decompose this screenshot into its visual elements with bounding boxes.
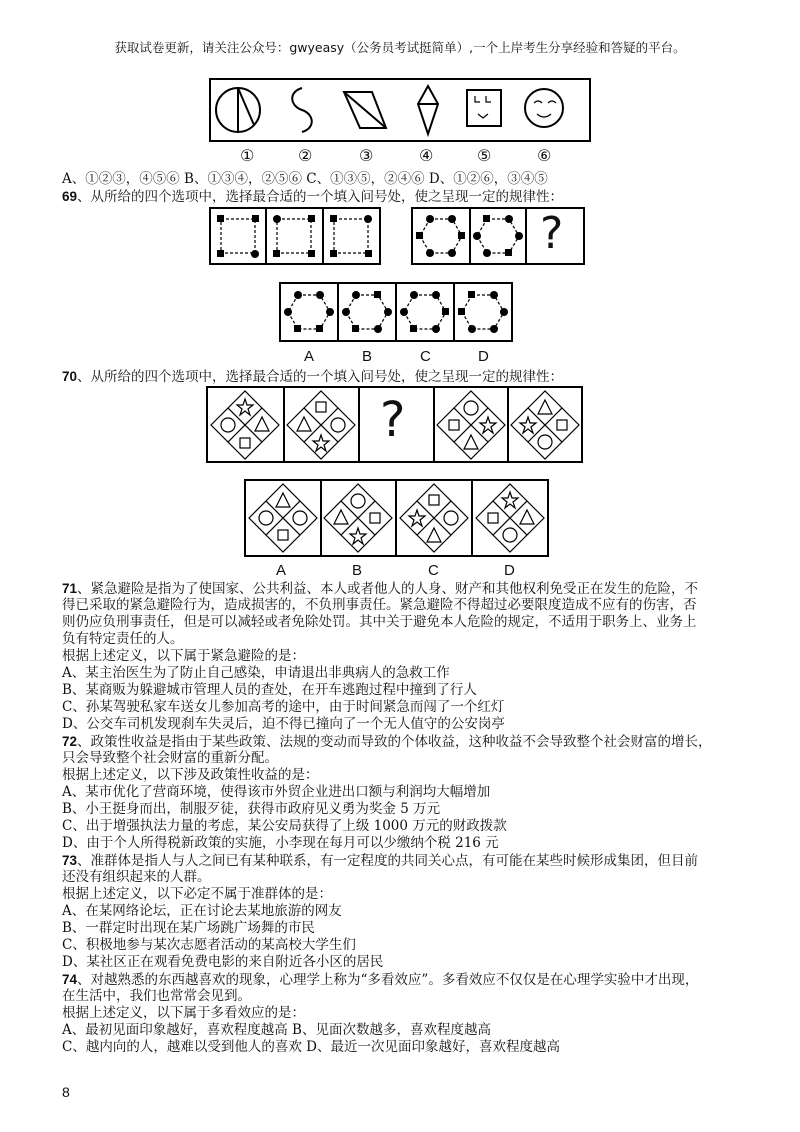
q74-prompt: 根据上述定义，以下属于多看效应的是：	[62, 1005, 305, 1021]
q73-option-c[interactable]: C、积极地参与某次志愿者活动的某高校大学生们	[62, 937, 356, 953]
q70-option-a-figure	[249, 484, 317, 552]
q69-option-a[interactable]: A	[304, 348, 315, 365]
q73-line-2: 还没有组织起来的人群。	[62, 869, 211, 885]
q69-stem-text: 、从所给的四个选项中，选择最合适的一个填入问号处，使之呈现一定的规律性：	[77, 189, 564, 205]
q69-option-b[interactable]: B	[362, 348, 373, 365]
q70-diamond-figure-2	[287, 391, 355, 459]
q72-text-1: 、政策性收益是指由于某些政策、法规的变动而导致的个体收益，这种收益不会导致整个社会财富的增长，	[77, 734, 712, 750]
q73-line-1	[62, 852, 698, 870]
q70-option-d-figure	[476, 484, 544, 552]
q68-label-2: ②	[298, 146, 313, 165]
q69-option-d-figure	[458, 291, 508, 333]
q69-option-a-figure	[284, 291, 334, 332]
q72-prompt: 根据上述定义，以下涉及政策性收益的是：	[62, 767, 319, 783]
q72-option-c[interactable]: C、出于增强执法力量的考虑，某公安局获得了上级 1000 万元的财政拨款	[62, 818, 507, 834]
q69-option-c[interactable]: C	[420, 348, 431, 365]
q69-question-mark: ?	[540, 208, 564, 259]
q74-line-1	[62, 971, 698, 989]
q70-option-figures	[0, 0, 800, 100]
q70-option-b-figure	[324, 484, 392, 552]
q71-line-1	[62, 580, 698, 598]
q72-number: 72	[62, 734, 78, 749]
q70-question-mark: ?	[380, 392, 406, 448]
q70-option-a[interactable]: A	[276, 562, 287, 579]
q69-square-figure-1	[217, 215, 259, 258]
q73-prompt: 根据上述定义，以下必定不属于准群体的是：	[62, 886, 332, 902]
q69-square-figure-2	[273, 215, 315, 257]
q71-number: 71	[62, 581, 78, 596]
q70-stem-text: 、从所给的四个选项中，选择最合适的一个填入问号处，使之呈现一定的规律性：	[77, 369, 564, 385]
q70-stem	[62, 368, 563, 386]
q68-options: A、①②③，④⑤⑥ B、①③④，②⑤⑥ C、①③⑤，②④⑥ D、①②⑥，③④⑤	[62, 171, 548, 187]
q68-label-5: ⑤	[477, 146, 492, 165]
q68-label-3: ③	[359, 146, 374, 165]
q71-option-c[interactable]: C、孙某驾驶私家车送女儿参加高考的途中，由于时间紧急而闯了一个红灯	[62, 699, 505, 715]
q69-hexagon-figure-2	[473, 215, 523, 257]
q69-option-c-figure	[400, 291, 449, 333]
q70-diamond-figure-4	[437, 391, 505, 459]
q71-line-4: 负有特定责任的人。	[62, 631, 184, 647]
q70-number: 70	[62, 369, 78, 384]
q70-diamond-figure-1	[211, 391, 279, 459]
q71-line-3: 则仍应负刑事责任，但是可以减轻或者免除处罚。其中关于避免本人危险的规定，不适用于职务上、业务上	[62, 614, 697, 630]
q74-options-ab[interactable]: A、最初见面印象越好，喜欢程度越高 B、见面次数越多，喜欢程度越高	[62, 1022, 491, 1038]
q71-option-b[interactable]: B、某商贩为躲避城市管理人员的查处，在开车逃跑过程中撞到了行人	[62, 682, 477, 698]
q72-option-b[interactable]: B、小王挺身而出，制服歹徒，获得市政府见义勇为奖金 5 万元	[62, 801, 441, 817]
page-number: 8	[62, 1084, 70, 1100]
q72-line-1	[62, 733, 712, 751]
q69-option-b-figure	[342, 291, 392, 333]
q69-stem	[62, 188, 563, 206]
q71-line-2: 得已采取的紧急避险行为，造成损害的，不负刑事责任。紧急避险不得超过必要限度造成不应有的伤害，否	[62, 597, 697, 613]
q70-option-c[interactable]: C	[428, 562, 439, 579]
q69-square-figure-3	[330, 215, 372, 257]
q72-option-a[interactable]: A、某市优化了营商环境，使得该市外贸企业进出口额与利润均大幅增加	[62, 784, 491, 800]
q69-option-d[interactable]: D	[478, 348, 489, 365]
q71-option-a[interactable]: A、某主治医生为了防止自己感染，申请退出非典病人的急救工作	[62, 665, 450, 681]
q70-diamond-figure-5	[511, 391, 579, 459]
q68-label-1: ①	[240, 146, 255, 165]
q70-option-b[interactable]: B	[352, 562, 363, 579]
q71-prompt: 根据上述定义，以下属于紧急避险的是：	[62, 648, 305, 664]
q72-line-2: 只会导致整个社会财富的重新分配。	[62, 750, 278, 766]
q73-option-d[interactable]: D、某社区正在观看免费电影的来自附近各小区的居民	[62, 954, 384, 970]
q69-number: 69	[62, 189, 78, 204]
q72-option-d[interactable]: D、由于个人所得税新政策的实施，小李现在每月可以少缴纳个税 216 元	[62, 835, 499, 851]
q70-option-c-figure	[400, 484, 468, 552]
q74-text-1: 、对越熟悉的东西越喜欢的现象，心理学上称为“多看效应”。多看效应不仅仅是在心理学实验中才出现，	[77, 972, 699, 988]
q74-line-2: 在生活中，我们也常常会见到。	[62, 988, 251, 1004]
q71-text-1: 、紧急避险是指为了使国家、公共利益、本人或者他人的人身、财产和其他权利免受正在发生的危险，不	[77, 581, 699, 597]
q70-option-d[interactable]: D	[504, 562, 515, 579]
q74-number: 74	[62, 972, 78, 987]
q73-number: 73	[62, 853, 78, 868]
q69-hexagon-figure-1	[416, 215, 465, 257]
page-header: 获取试卷更新，请关注公众号：gwyeasy（公务员考试挺简单）,一个上岸考生分享经验和答疑的平台。	[114, 40, 686, 55]
q74-options-cd[interactable]: C、越内向的人，越难以受到他人的喜欢 D、最近一次见面印象越好，喜欢程度越高	[62, 1039, 560, 1055]
q73-option-b[interactable]: B、一群定时出现在某广场跳广场舞的市民	[62, 920, 315, 936]
q68-label-6: ⑥	[537, 146, 552, 165]
q68-label-4: ④	[419, 146, 434, 165]
q73-text-1: 、准群体是指人与人之间已有某种联系，有一定程度的共同关心点，有可能在某些时候形成集团，但目前	[77, 853, 699, 869]
q71-option-d[interactable]: D、公交车司机发现刹车失灵后，迫不得已撞向了一个无人值守的公安岗亭	[62, 716, 505, 732]
q73-option-a[interactable]: A、在某网络论坛，正在讨论去某地旅游的网友	[62, 903, 342, 919]
